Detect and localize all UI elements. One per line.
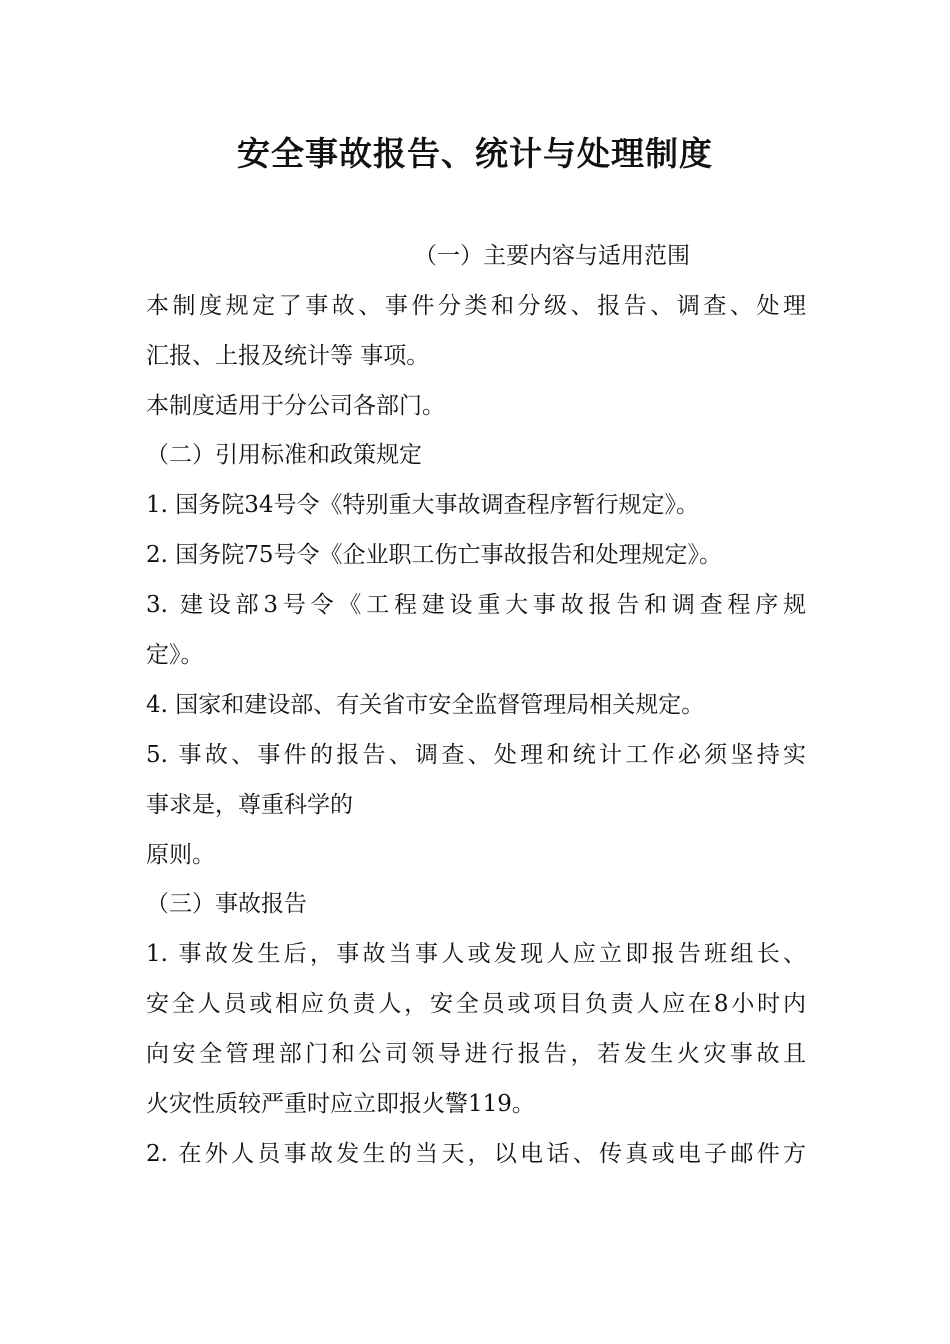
list-item-continuation: 原则。 <box>146 842 215 868</box>
paragraph-line: 本制度适用于分公司各部门。 <box>146 393 445 419</box>
list-item-continuation: 安全人员或相应负责人，安全员或项目负责人应在8小时内 <box>146 991 806 1017</box>
list-item: 2. 国务院75号令《企业职工伤亡事故报告和处理规定》。 <box>146 542 723 568</box>
list-item: 1. 国务院34号令《特别重大事故调查程序暂行规定》。 <box>146 492 700 518</box>
list-item: 3. 建设部3号令《工程建设重大事故报告和调查程序规 <box>146 592 806 618</box>
list-item-continuation: 火灾性质较严重时应立即报火警119。 <box>146 1091 535 1117</box>
document-title: 安全事故报告、统计与处理制度 <box>237 134 713 173</box>
section-heading-2: （二）引用标准和政策规定 <box>146 442 422 468</box>
list-item: 1. 事故发生后，事故当事人或发现人应立即报告班组长、 <box>146 941 806 967</box>
list-item: 5. 事故、事件的报告、调查、处理和统计工作必须坚持实 <box>146 742 806 768</box>
list-item: 4. 国家和建设部、有关省市安全监督管理局相关规定。 <box>146 692 705 718</box>
section-heading-3: （三）事故报告 <box>146 891 307 917</box>
section-heading-1: （一）主要内容与适用范围 <box>414 243 690 269</box>
list-item-continuation: 向安全管理部门和公司领导进行报告，若发生火灾事故且 <box>146 1041 806 1067</box>
list-item: 2. 在外人员事故发生的当天，以电话、传真或电子邮件方 <box>146 1141 806 1167</box>
list-item-continuation: 事求是，尊重科学的 <box>146 792 353 818</box>
paragraph-line: 汇报、上报及统计等 事项。 <box>146 343 430 369</box>
paragraph-line: 本制度规定了事故、事件分类和分级、报告、调查、处理 <box>146 293 806 319</box>
list-item-continuation: 定》。 <box>146 642 204 668</box>
